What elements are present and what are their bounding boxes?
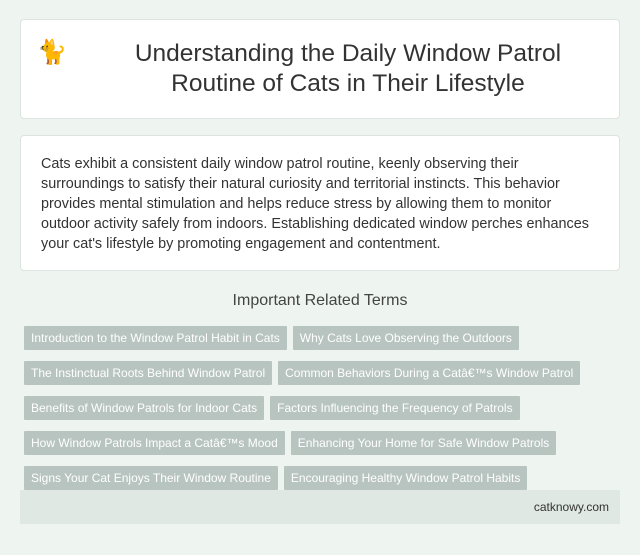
related-term-tag[interactable]: Why Cats Love Observing the Outdoors bbox=[293, 326, 519, 350]
footer bbox=[20, 490, 620, 524]
related-term-tag[interactable]: Factors Influencing the Frequency of Patrols bbox=[270, 396, 519, 420]
related-term-tag[interactable]: Enhancing Your Home for Safe Window Patrols bbox=[291, 431, 556, 455]
related-term-tag[interactable]: The Instinctual Roots Behind Window Patrol bbox=[24, 361, 272, 385]
description-text: Cats exhibit a consistent daily window patrol routine, keenly observing their surroundings to satisfy their natural curiosity and territorial instincts. This behavior provides mental stimulation and helps reduce stress by allowing them to monitor outdoor activity safely from indoors. Establishing dedicated window perches enhances your cat's lifestyle by promoting engagement and contentment. bbox=[41, 156, 589, 252]
related-term-tag[interactable]: Introduction to the Window Patrol Habit in Cats bbox=[24, 326, 287, 350]
related-terms-heading: Important Related Terms bbox=[232, 292, 408, 309]
related-term-tag[interactable]: Encouraging Healthy Window Patrol Habits bbox=[284, 466, 527, 490]
title-wrap bbox=[37, 39, 603, 99]
related-term-tag[interactable]: Signs Your Cat Enjoys Their Window Routine bbox=[24, 466, 278, 490]
cat-face-icon: 🐈 bbox=[37, 38, 67, 66]
title-card bbox=[20, 19, 620, 119]
related-terms-list bbox=[20, 323, 620, 498]
related-term-tag[interactable]: Benefits of Window Patrols for Indoor Cats bbox=[24, 396, 264, 420]
related-term-tag[interactable]: Common Behaviors During a Catâ€™s Window Patrol bbox=[278, 361, 580, 385]
footer-site-name[interactable]: catknowy.com bbox=[533, 500, 609, 514]
description-card bbox=[20, 135, 620, 271]
related-term-tag[interactable]: How Window Patrols Impact a Catâ€™s Mood bbox=[24, 431, 285, 455]
page-title: Understanding the Daily Window Patrol Routine of Cats in Their Lifestyle bbox=[134, 40, 562, 97]
